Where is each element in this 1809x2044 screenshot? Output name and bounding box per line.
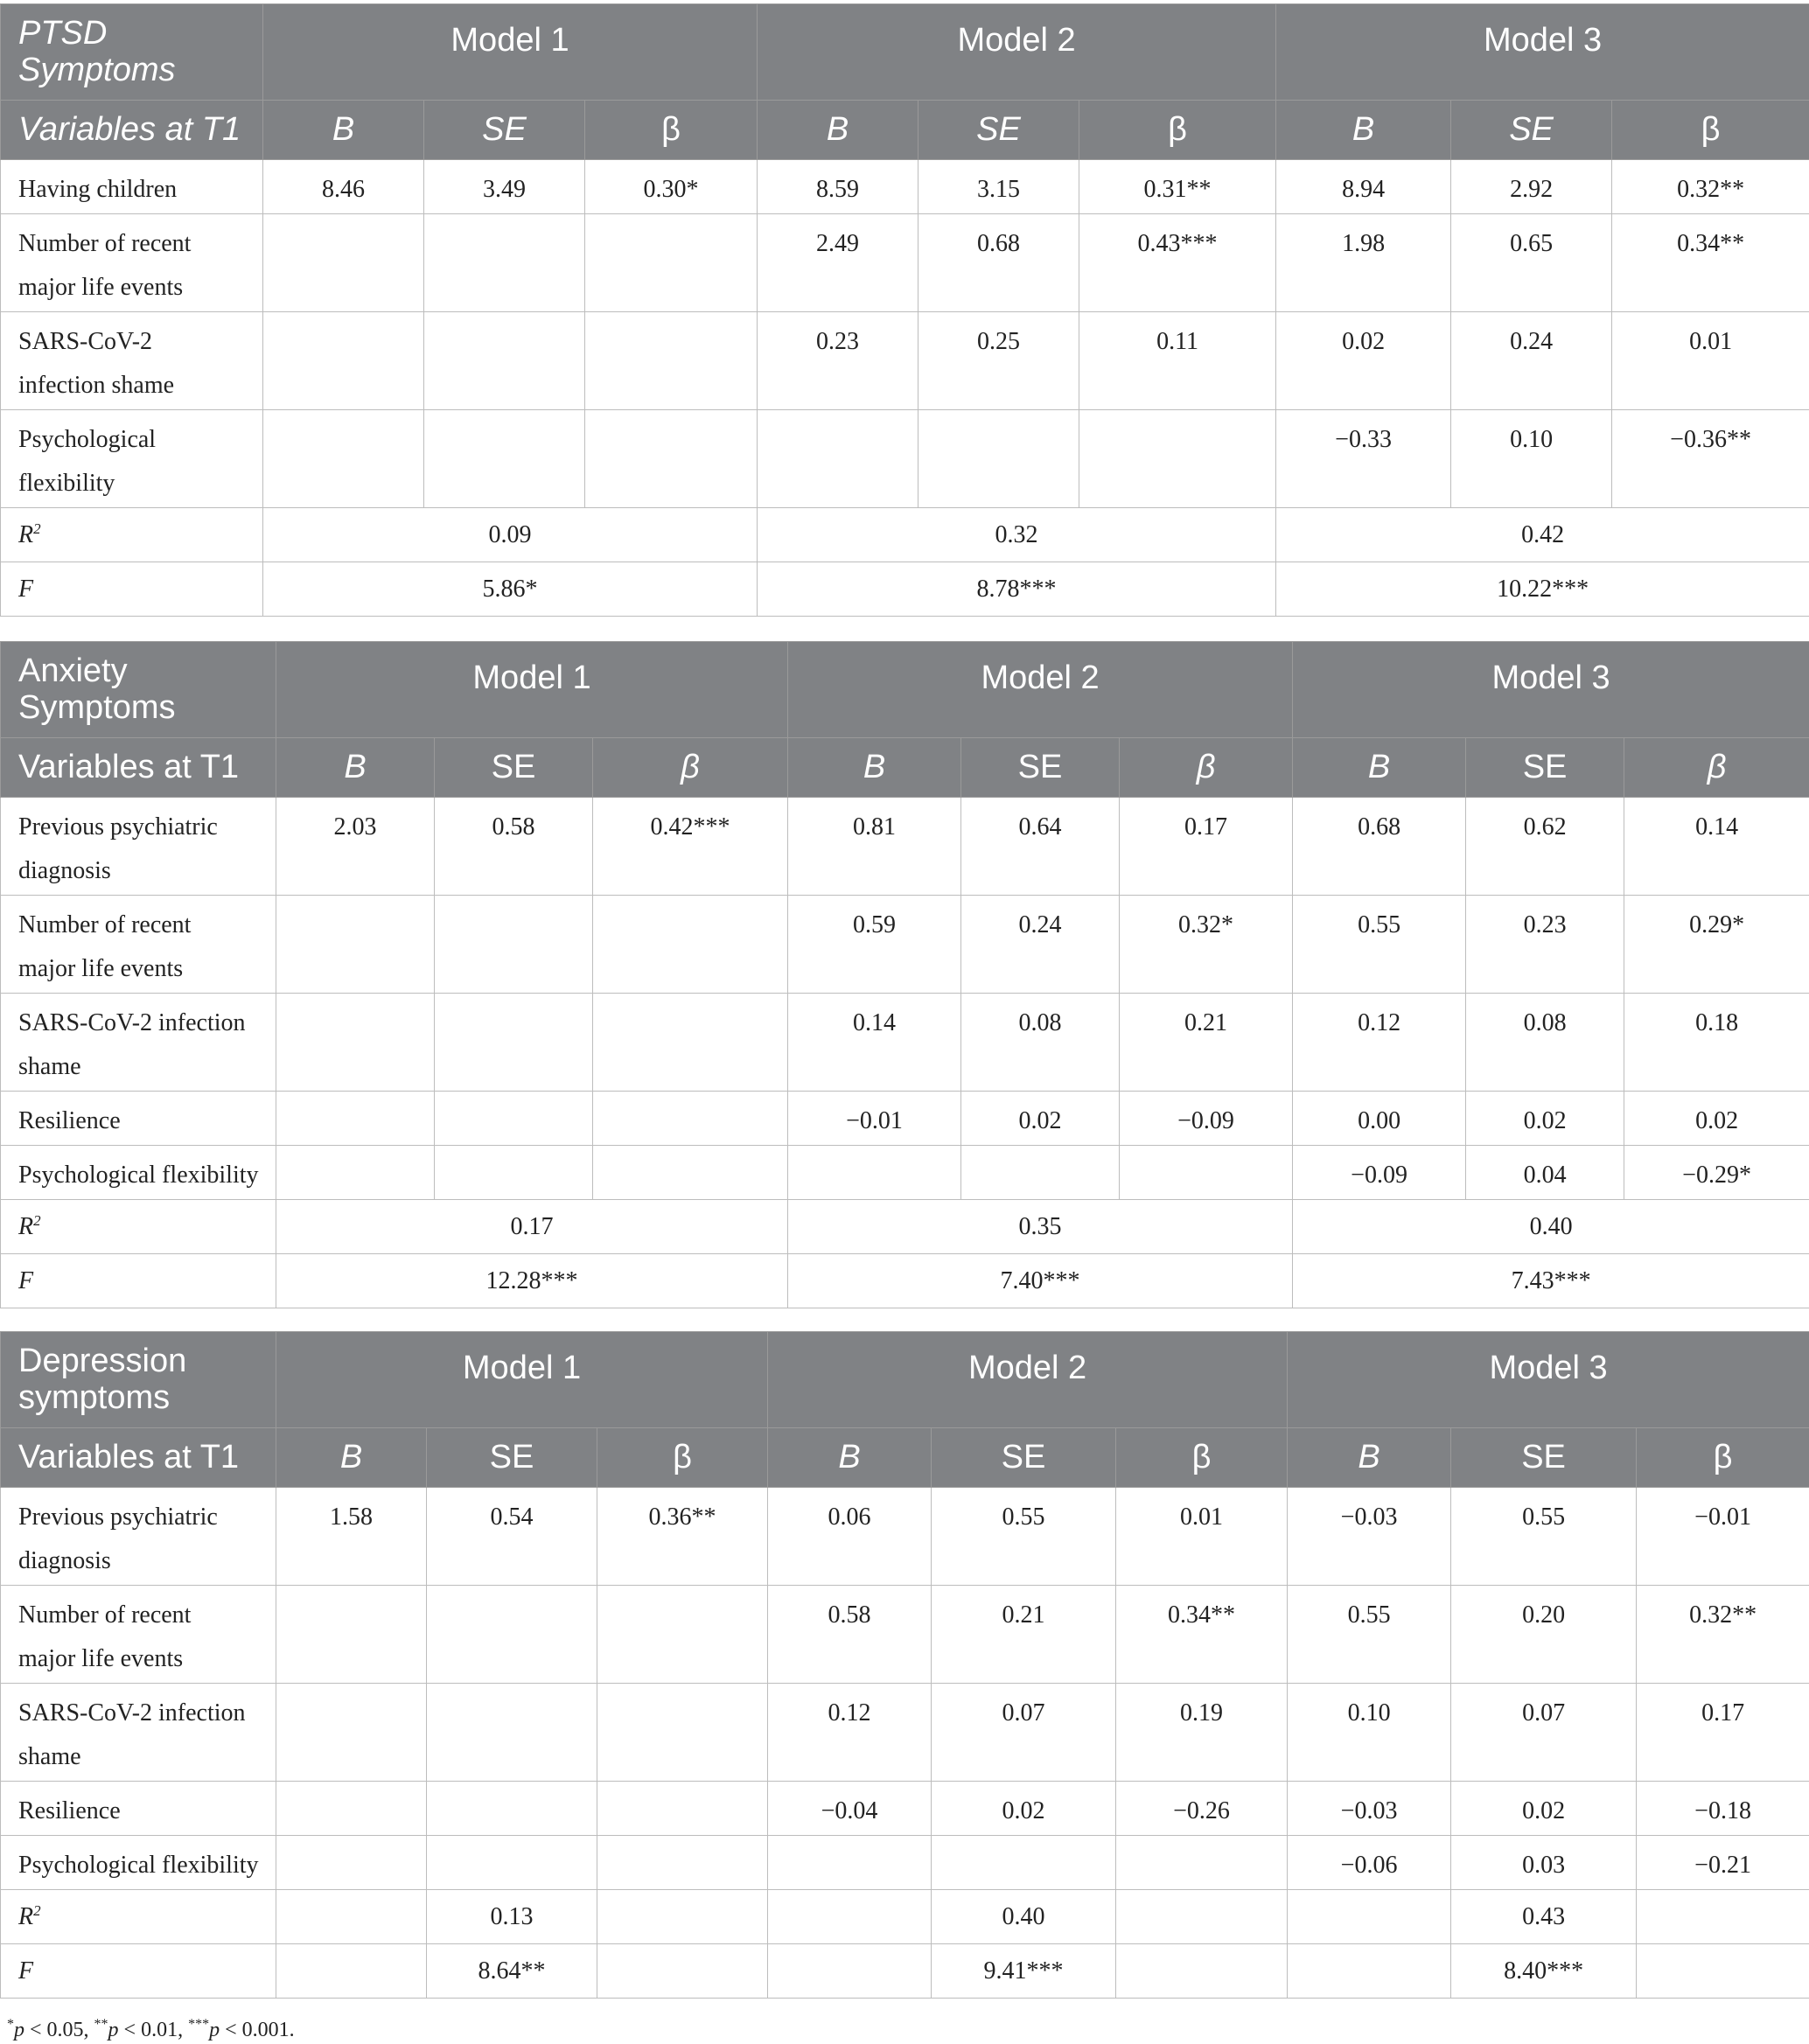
depression-model-2-header: Model 2 — [768, 1332, 1288, 1428]
ptsd-f-row — [1, 562, 1809, 617]
anxiety-cell — [1120, 1146, 1293, 1200]
depression-model-3-header: Model 3 — [1288, 1332, 1809, 1428]
anxiety-f-model-1: 12.28*** — [276, 1254, 788, 1308]
depression-row-label: Resilience — [1, 1782, 276, 1836]
ptsd-row-label: Having children — [1, 160, 263, 214]
anxiety-f-label: F — [1, 1254, 276, 1308]
ptsd-table — [0, 3, 1809, 617]
anxiety-row-label: Psychological flexibility — [1, 1146, 276, 1200]
depression-cell: 0.07 — [932, 1684, 1116, 1782]
ptsd-model-2-header: Model 2 — [758, 4, 1276, 101]
anxiety-cell — [435, 1146, 593, 1200]
anxiety-row — [1, 798, 1809, 896]
anxiety-table — [0, 641, 1809, 1308]
depression-cell: −0.06 — [1288, 1836, 1451, 1890]
ptsd-table-title: PTSD Symptoms — [1, 4, 263, 101]
ptsd-m3-se-header: SE — [1451, 101, 1612, 160]
depression-cell: 0.58 — [768, 1586, 932, 1684]
depression-cell: 0.21 — [932, 1586, 1116, 1684]
anxiety-row — [1, 1146, 1809, 1200]
ptsd-r2-model-2: 0.32 — [758, 508, 1276, 562]
depression-f-row — [1, 1944, 1809, 1999]
depression-cell: −0.21 — [1637, 1836, 1809, 1890]
depression-cell: 0.01 — [1116, 1488, 1288, 1586]
ptsd-cell — [424, 312, 585, 410]
anxiety-r2-model-2: 0.35 — [788, 1200, 1293, 1254]
ptsd-cell: −0.36** — [1612, 410, 1809, 508]
depression-row — [1, 1488, 1809, 1586]
ptsd-cell: 0.24 — [1451, 312, 1612, 410]
anxiety-cell: 0.64 — [961, 798, 1120, 896]
anxiety-cell — [276, 994, 435, 1092]
ptsd-row — [1, 214, 1809, 312]
depression-row — [1, 1586, 1809, 1684]
anxiety-cell: 0.08 — [961, 994, 1120, 1092]
anxiety-m2-b-header: B — [788, 738, 961, 798]
depression-cell: 0.19 — [1116, 1684, 1288, 1782]
ptsd-cell: 0.32** — [1612, 160, 1809, 214]
depression-variables-header: Variables at T1 — [1, 1428, 276, 1488]
depression-cell — [932, 1836, 1116, 1890]
depression-cell: 0.10 — [1288, 1684, 1451, 1782]
ptsd-cell — [585, 214, 758, 312]
anxiety-cell: 0.24 — [961, 896, 1120, 994]
anxiety-m1-se-header: SE — [435, 738, 593, 798]
depression-cell: 0.17 — [1637, 1684, 1809, 1782]
anxiety-row — [1, 896, 1809, 994]
ptsd-row-label: SARS-CoV-2 infection shame — [1, 312, 263, 410]
anxiety-cell: 0.02 — [961, 1092, 1120, 1146]
ptsd-cell: 0.01 — [1612, 312, 1809, 410]
depression-cell: 0.03 — [1451, 1836, 1637, 1890]
anxiety-m1-beta-header: β — [593, 738, 788, 798]
depression-cell: 0.20 — [1451, 1586, 1637, 1684]
depression-cell: 0.55 — [932, 1488, 1116, 1586]
ptsd-cell — [585, 410, 758, 508]
depression-cell: 0.06 — [768, 1488, 932, 1586]
ptsd-m1-b-header: B — [263, 101, 424, 160]
anxiety-cell: 0.55 — [1293, 896, 1466, 994]
anxiety-r2-model-3: 0.40 — [1293, 1200, 1809, 1254]
anxiety-cell — [961, 1146, 1120, 1200]
ptsd-cell: 8.59 — [758, 160, 918, 214]
anxiety-cell — [593, 896, 788, 994]
ptsd-cell: 3.49 — [424, 160, 585, 214]
anxiety-m2-beta-header: β — [1120, 738, 1293, 798]
anxiety-variables-header: Variables at T1 — [1, 738, 276, 798]
depression-row-label: Previous psychiatric diagnosis — [1, 1488, 276, 1586]
anxiety-cell: 0.68 — [1293, 798, 1466, 896]
anxiety-table-title: Anxiety Symptoms — [1, 642, 276, 738]
anxiety-f-row — [1, 1254, 1809, 1308]
ptsd-m2-b-header: B — [758, 101, 918, 160]
ptsd-m1-beta-header: β — [585, 101, 758, 160]
ptsd-cell — [424, 410, 585, 508]
anxiety-cell: −0.09 — [1120, 1092, 1293, 1146]
anxiety-m3-beta-header: β — [1624, 738, 1809, 798]
ptsd-r2-model-3: 0.42 — [1276, 508, 1809, 562]
anxiety-cell: −0.09 — [1293, 1146, 1466, 1200]
ptsd-cell — [263, 410, 424, 508]
ptsd-row-label: Number of recent major life events — [1, 214, 263, 312]
depression-cell: −0.03 — [1288, 1488, 1451, 1586]
depression-cell — [768, 1836, 932, 1890]
depression-cell: −0.04 — [768, 1782, 932, 1836]
depression-f-model-3: 8.40*** — [1451, 1944, 1637, 1999]
ptsd-row — [1, 410, 1809, 508]
depression-row — [1, 1782, 1809, 1836]
ptsd-cell — [263, 214, 424, 312]
depression-m3-b-header: B — [1288, 1428, 1451, 1488]
anxiety-cell: −0.29* — [1624, 1146, 1809, 1200]
depression-cell — [427, 1684, 597, 1782]
anxiety-cell: 2.03 — [276, 798, 435, 896]
ptsd-cell: 2.92 — [1451, 160, 1612, 214]
depression-r2-model-3: 0.43 — [1451, 1890, 1637, 1944]
depression-m1-b-header: B — [276, 1428, 427, 1488]
ptsd-cell: 0.34** — [1612, 214, 1809, 312]
anxiety-cell: 0.17 — [1120, 798, 1293, 896]
ptsd-cell: 8.46 — [263, 160, 424, 214]
depression-r2-model-1: 0.13 — [427, 1890, 597, 1944]
anxiety-r2-model-1: 0.17 — [276, 1200, 788, 1254]
anxiety-row — [1, 994, 1809, 1092]
ptsd-r2-label: $R^2$ — [1, 508, 263, 562]
ptsd-m2-beta-header: β — [1079, 101, 1276, 160]
depression-row — [1, 1684, 1809, 1782]
anxiety-cell — [435, 994, 593, 1092]
ptsd-row — [1, 160, 1809, 214]
anxiety-cell — [593, 1092, 788, 1146]
ptsd-cell — [918, 410, 1079, 508]
anxiety-cell: 0.08 — [1466, 994, 1624, 1092]
anxiety-cell: 0.00 — [1293, 1092, 1466, 1146]
anxiety-cell: 0.42*** — [593, 798, 788, 896]
ptsd-cell: 0.23 — [758, 312, 918, 410]
depression-r2-model-2: 0.40 — [932, 1890, 1116, 1944]
depression-f-model-2: 9.41*** — [932, 1944, 1116, 1999]
ptsd-f-model-2: 8.78*** — [758, 562, 1276, 617]
ptsd-row — [1, 312, 1809, 410]
depression-cell: 0.12 — [768, 1684, 932, 1782]
anxiety-m1-b-header: B — [276, 738, 435, 798]
depression-table-title: Depression symptoms — [1, 1332, 276, 1428]
depression-r2-row — [1, 1890, 1809, 1944]
ptsd-cell — [758, 410, 918, 508]
anxiety-cell: 0.81 — [788, 798, 961, 896]
ptsd-model-1-header: Model 1 — [263, 4, 758, 101]
anxiety-m3-b-header: B — [1293, 738, 1466, 798]
depression-cell: 0.02 — [1451, 1782, 1637, 1836]
depression-row-label: SARS-CoV-2 infection shame — [1, 1684, 276, 1782]
anxiety-cell: 0.02 — [1624, 1092, 1809, 1146]
ptsd-cell: 1.98 — [1276, 214, 1451, 312]
depression-cell — [276, 1586, 427, 1684]
anxiety-cell — [276, 1146, 435, 1200]
anxiety-cell: 0.59 — [788, 896, 961, 994]
ptsd-f-model-3: 10.22*** — [1276, 562, 1809, 617]
depression-cell — [597, 1684, 768, 1782]
anxiety-cell — [276, 896, 435, 994]
anxiety-model-1-header: Model 1 — [276, 642, 788, 738]
depression-row — [1, 1836, 1809, 1890]
depression-model-1-header: Model 1 — [276, 1332, 768, 1428]
ptsd-row-label: Psychological flexibility — [1, 410, 263, 508]
ptsd-variables-header: Variables at T1 — [1, 101, 263, 160]
depression-cell: 0.07 — [1451, 1684, 1637, 1782]
depression-cell — [427, 1836, 597, 1890]
depression-cell — [597, 1836, 768, 1890]
depression-row-label: Number of recent major life events — [1, 1586, 276, 1684]
ptsd-cell: 0.65 — [1451, 214, 1612, 312]
ptsd-cell: 0.30* — [585, 160, 758, 214]
ptsd-f-label: F — [1, 562, 263, 617]
depression-cell — [1116, 1836, 1288, 1890]
anxiety-m2-se-header: SE — [961, 738, 1120, 798]
anxiety-cell: 0.62 — [1466, 798, 1624, 896]
anxiety-cell: 0.58 — [435, 798, 593, 896]
anxiety-cell: 0.12 — [1293, 994, 1466, 1092]
ptsd-cell — [585, 312, 758, 410]
anxiety-cell: 0.32* — [1120, 896, 1293, 994]
anxiety-r2-row — [1, 1200, 1809, 1254]
depression-m3-se-header: SE — [1451, 1428, 1637, 1488]
ptsd-cell: 0.43*** — [1079, 214, 1276, 312]
depression-r2-label: $R^2$ — [1, 1890, 276, 1944]
depression-cell — [427, 1782, 597, 1836]
anxiety-cell: 0.14 — [1624, 798, 1809, 896]
ptsd-cell: −0.33 — [1276, 410, 1451, 508]
ptsd-f-model-1: 5.86* — [263, 562, 758, 617]
anxiety-model-3-header: Model 3 — [1293, 642, 1809, 738]
ptsd-cell: 0.10 — [1451, 410, 1612, 508]
anxiety-row-label: Number of recent major life events — [1, 896, 276, 994]
depression-cell: 0.54 — [427, 1488, 597, 1586]
ptsd-cell — [1079, 410, 1276, 508]
depression-f-model-1: 8.64** — [427, 1944, 597, 1999]
anxiety-r2-label: $R^2$ — [1, 1200, 276, 1254]
anxiety-cell — [435, 896, 593, 994]
anxiety-cell — [276, 1092, 435, 1146]
ptsd-r2-row — [1, 508, 1809, 562]
ptsd-r2-model-1: 0.09 — [263, 508, 758, 562]
anxiety-cell: 0.14 — [788, 994, 961, 1092]
anxiety-row-label: Previous psychiatric diagnosis — [1, 798, 276, 896]
depression-cell: −0.18 — [1637, 1782, 1809, 1836]
depression-table — [0, 1331, 1809, 1999]
ptsd-m3-b-header: B — [1276, 101, 1451, 160]
depression-cell: 0.34** — [1116, 1586, 1288, 1684]
ptsd-cell: 0.02 — [1276, 312, 1451, 410]
depression-cell: 0.32** — [1637, 1586, 1809, 1684]
anxiety-row-label: SARS-CoV-2 infection shame — [1, 994, 276, 1092]
depression-cell: −0.03 — [1288, 1782, 1451, 1836]
ptsd-model-3-header: Model 3 — [1276, 4, 1809, 101]
depression-m2-se-header: SE — [932, 1428, 1116, 1488]
depression-cell — [597, 1586, 768, 1684]
depression-cell: 0.36** — [597, 1488, 768, 1586]
depression-cell — [597, 1782, 768, 1836]
anxiety-cell: 0.04 — [1466, 1146, 1624, 1200]
depression-row-label: Psychological flexibility — [1, 1836, 276, 1890]
anxiety-f-model-3: 7.43*** — [1293, 1254, 1809, 1308]
depression-m1-beta-header: β — [597, 1428, 768, 1488]
anxiety-cell — [593, 1146, 788, 1200]
depression-m2-b-header: B — [768, 1428, 932, 1488]
anxiety-cell: 0.23 — [1466, 896, 1624, 994]
depression-cell: −0.01 — [1637, 1488, 1809, 1586]
depression-cell: 0.02 — [932, 1782, 1116, 1836]
depression-cell — [276, 1782, 427, 1836]
ptsd-cell: 0.31** — [1079, 160, 1276, 214]
ptsd-cell: 0.11 — [1079, 312, 1276, 410]
ptsd-cell: 2.49 — [758, 214, 918, 312]
depression-m3-beta-header: β — [1637, 1428, 1809, 1488]
anxiety-row — [1, 1092, 1809, 1146]
anxiety-cell: −0.01 — [788, 1092, 961, 1146]
anxiety-f-model-2: 7.40*** — [788, 1254, 1293, 1308]
anxiety-cell: 0.29* — [1624, 896, 1809, 994]
ptsd-cell — [263, 312, 424, 410]
ptsd-m2-se-header: SE — [918, 101, 1079, 160]
depression-cell — [276, 1836, 427, 1890]
depression-cell: 1.58 — [276, 1488, 427, 1586]
depression-m1-se-header: SE — [427, 1428, 597, 1488]
anxiety-cell — [435, 1092, 593, 1146]
depression-cell: 0.55 — [1288, 1586, 1451, 1684]
anxiety-m3-se-header: SE — [1466, 738, 1624, 798]
depression-m2-beta-header: β — [1116, 1428, 1288, 1488]
ptsd-cell: 0.68 — [918, 214, 1079, 312]
ptsd-m1-se-header: SE — [424, 101, 585, 160]
depression-cell — [276, 1684, 427, 1782]
anxiety-cell — [788, 1146, 961, 1200]
ptsd-cell: 0.25 — [918, 312, 1079, 410]
significance-footnote: *p < 0.05, **p < 0.01, ***p < 0.001. — [7, 2017, 295, 2041]
depression-f-label: F — [1, 1944, 276, 1999]
depression-cell — [427, 1586, 597, 1684]
anxiety-model-2-header: Model 2 — [788, 642, 1293, 738]
depression-cell: −0.26 — [1116, 1782, 1288, 1836]
ptsd-cell: 8.94 — [1276, 160, 1451, 214]
anxiety-row-label: Resilience — [1, 1092, 276, 1146]
anxiety-cell: 0.18 — [1624, 994, 1809, 1092]
depression-cell: 0.55 — [1451, 1488, 1637, 1586]
anxiety-cell: 0.21 — [1120, 994, 1293, 1092]
ptsd-cell: 3.15 — [918, 160, 1079, 214]
ptsd-cell — [424, 214, 585, 312]
anxiety-cell — [593, 994, 788, 1092]
anxiety-cell: 0.02 — [1466, 1092, 1624, 1146]
ptsd-m3-beta-header: β — [1612, 101, 1809, 160]
